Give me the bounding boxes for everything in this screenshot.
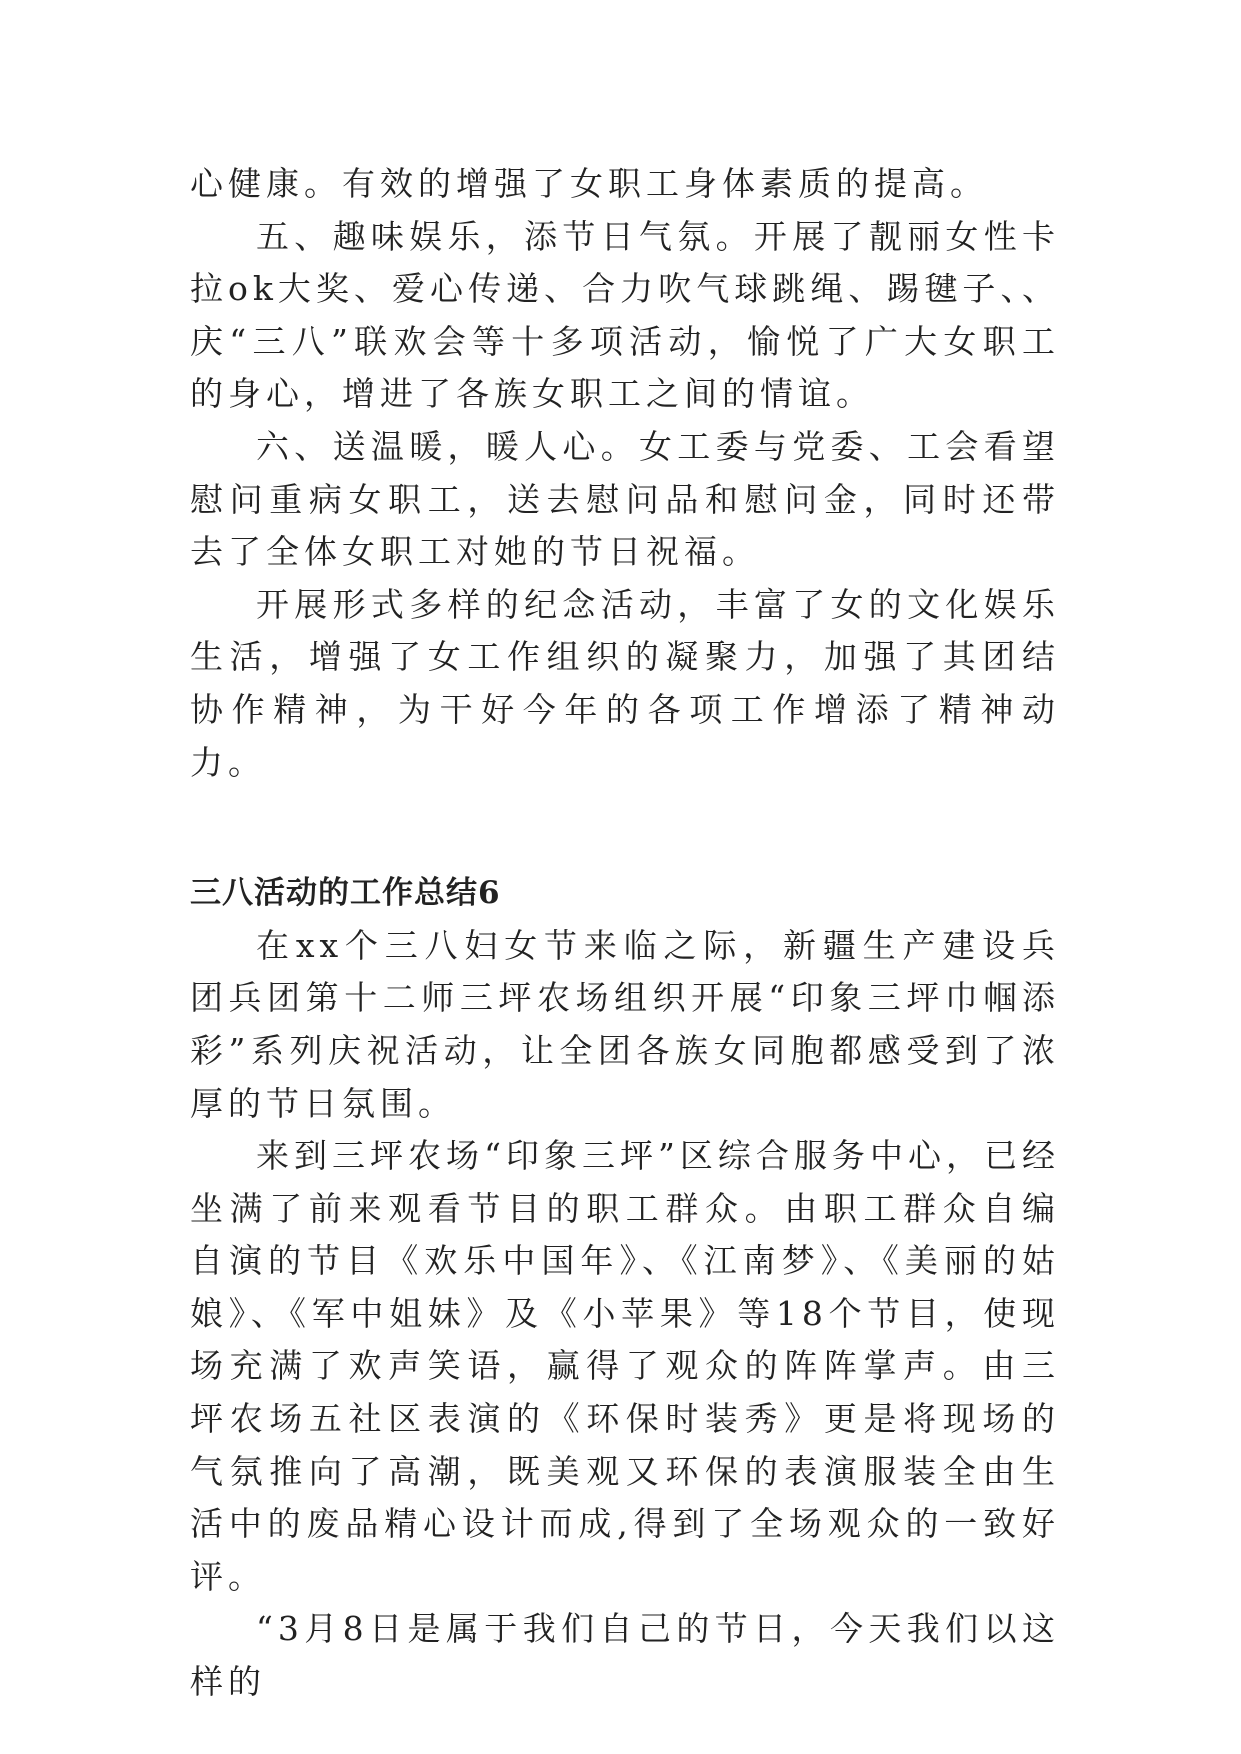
document-body	[190, 158, 1060, 1709]
paragraph: 来到三坪农场“印象三坪”区综合服务中心，已经坐满了前来观看节目的职工群众。由职工群众自编自演的节目《欢乐中国年》、《江南梦》、《美丽的姑娘》、《军中姐妹》及《小苹果》等18个节目，使现场充满了欢声笑语，赢得了观众的阵阵掌声。由三坪农场五社区表演的《环保时装秀》更是将现场的气氛推向了高潮，既美观又环保的表演服装全由生活中的废品精心设计而成,得到了全场观众的一致好评。	[190, 1136, 1060, 1596]
paragraph: 五、趣味娱乐，添节日气氛。开展了靓丽女性卡拉ok大奖、爱心传递、合力吹气球跳绳、踢毽子、、庆“三八”联欢会等十多项活动，愉悦了广大女职工的身心，增进了各族女职工之间的情谊。	[190, 216, 1060, 414]
paragraph: 开展形式多样的纪念活动，丰富了女的文化娱乐生活，增强了女工作组织的凝聚力，加强了其团结协作精神，为干好今年的各项工作增添了精神动力。	[190, 584, 1060, 782]
paragraph: 心健康。有效的增强了女职工身体素质的提高。	[190, 164, 988, 203]
paragraph: “3月8日是属于我们自己的节日，今天我们以这样的	[190, 1609, 1060, 1702]
paragraph: 六、送温暖，暖人心。女工委与党委、工会看望慰问重病女职工，送去慰问品和慰问金，同时还带去了全体女职工对她的节日祝福。	[190, 426, 1060, 572]
section-heading: 三八活动的工作总结6	[190, 875, 501, 912]
paragraph: 在xx个三八妇女节来临之际，新疆生产建设兵团兵团第十二师三坪农场组织开展“印象三坪巾帼添彩”系列庆祝活动，让全团各族女同胞都感受到了浓厚的节日氛围。	[190, 925, 1060, 1123]
